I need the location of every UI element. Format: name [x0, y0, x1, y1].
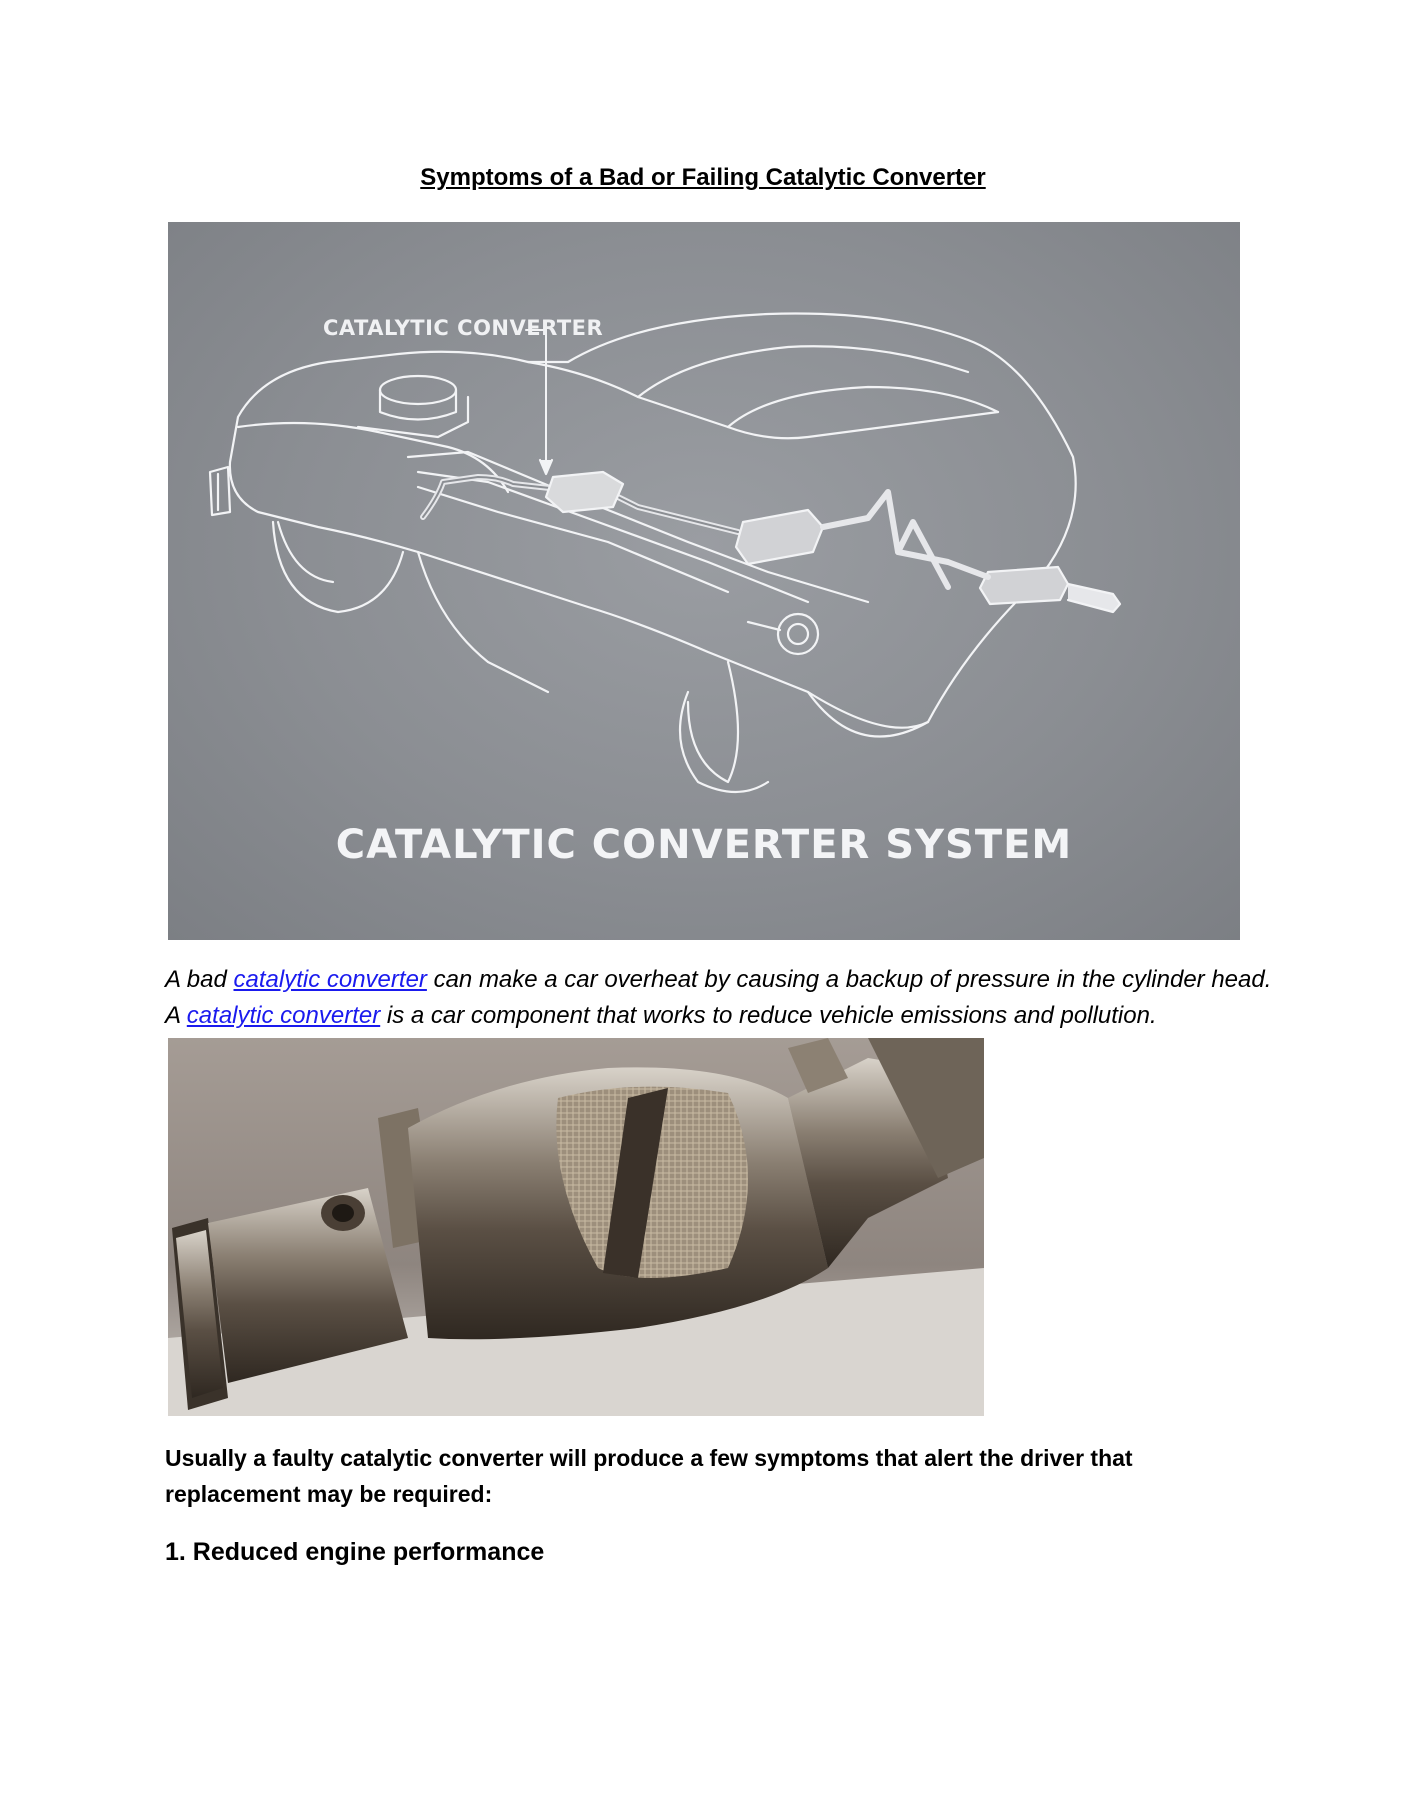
intro-text: A: [165, 1002, 187, 1029]
catalytic-converter-cutaway-photo: [168, 1038, 984, 1416]
catalytic-converter-system-illustration: [168, 222, 1240, 940]
catalytic-converter-link[interactable]: catalytic converter: [233, 966, 427, 993]
intro-text: is a car component that works to reduce vehicle emissions and pollution.: [380, 1002, 1157, 1029]
catalytic-converter-label: CATALYTIC CONVERTER: [323, 316, 604, 340]
figure-caption: CATALYTIC CONVERTER SYSTEM: [335, 822, 1073, 868]
intro-paragraph: [165, 962, 1295, 1034]
symptom-heading-reduced-engine-performance: 1. Reduced engine performance: [165, 1538, 545, 1566]
document-title: Symptoms of a Bad or Failing Catalytic Converter: [420, 164, 986, 191]
catalytic-converter-link[interactable]: catalytic converter: [186, 1002, 381, 1029]
intro-text: can make a car overheat by causing a backup of pressure in the cylinder head.: [426, 966, 1272, 993]
symptoms-intro-paragraph: Usually a faulty catalytic converter will produce a few symptoms that alert the driver that replacement may be required:: [165, 1445, 1133, 1507]
intro-text: A bad: [165, 966, 234, 993]
